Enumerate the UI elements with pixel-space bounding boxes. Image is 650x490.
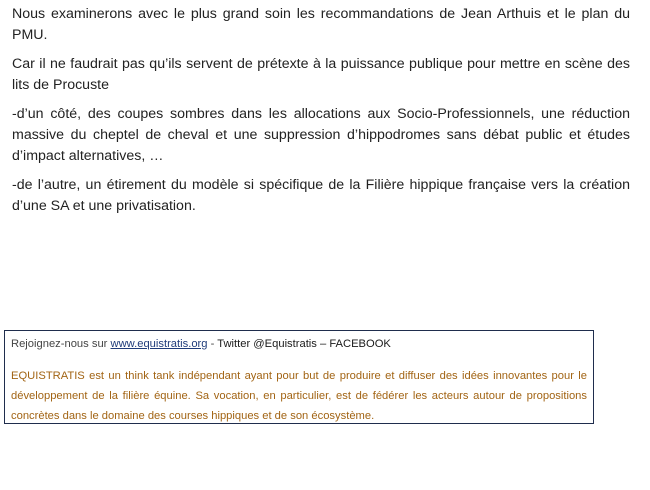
paragraph-budget-cuts: -d’un côté, des coupes sombres dans les allocations aux Socio-Professionnels, une réduction massive du cheptel de cheval et une suppression d’hippodromes sans débat public et études d’impact alternatives, …: [12, 106, 630, 164]
website-link[interactable]: www.equistratis.org: [110, 338, 208, 350]
separator-text: -: [207, 338, 218, 350]
footer-contact-line: [11, 336, 587, 352]
paragraph-procuste: Car il ne faudrait pas qu’ils servent de prétexte à la puissance publique pour mettre en scène des lits de Procuste: [12, 56, 630, 93]
join-prefix-text: Rejoignez-nous sur: [11, 338, 111, 350]
social-links-text: Twitter @Equistratis – FACEBOOK: [217, 338, 391, 350]
document-body: [12, 4, 630, 225]
paragraph-recommendations: Nous examinerons avec le plus grand soin les recommandations de Jean Arthuis et le plan du PMU.: [12, 6, 630, 43]
organization-description: EQUISTRATIS est un think tank indépendant ayant pour but de produire et diffuser des idées innovantes pour le développement de la filière équine. Sa vocation, en particulier, est de fédérer les acteurs autour de propositions concrètes dans le domaine des courses hippiques et de son écosystème.: [11, 370, 587, 422]
paragraph-privatisation: -de l’autre, un étirement du modèle si spécifique de la Filière hippique française vers la création d’une SA et une privatisation.: [12, 177, 630, 214]
footer-info-box: [4, 330, 594, 424]
